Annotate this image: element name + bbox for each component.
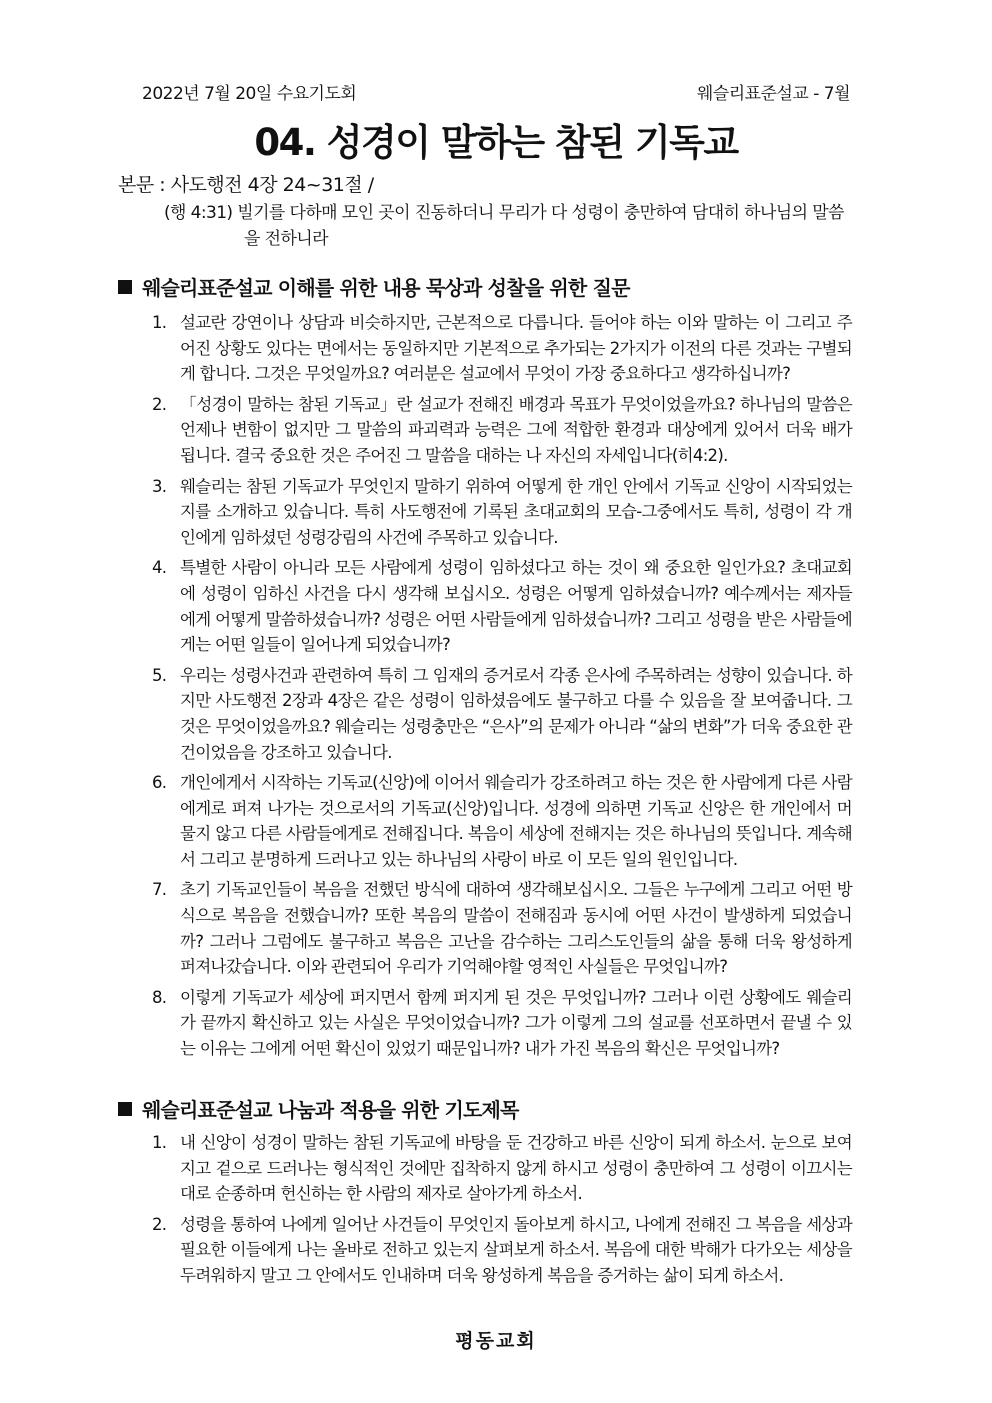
item-number: 7. [152,880,167,900]
list-item [152,1130,852,1207]
church-name: 평동교회 [455,1330,537,1352]
reflection-question-list [152,310,852,1067]
page-title: 04. 성경이 말하는 참된 기독교 [254,121,738,164]
item-text: 개인에게서 시작하는 기독교(신앙)에 이어서 웨슬리가 강조하려고 하는 것은 한 사람에게 다른 사람에게로 퍼져 나가는 것으로서의 기독교(신앙)입니다. 성경에 의하면 기독교 신앙은 한 개인에서 머물지 않고 다른 사람들에게로 전해집니다. 복음이 세상에 전해지는 것은 하나님의 뜻입니다. 계속해서 그리고 분명하게 드러나고 있는 하나님의 사랑이 바로 이 모든 일의 원인입니다. [180,773,852,869]
list-item [152,1212,852,1289]
item-number: 3. [152,476,167,496]
item-number: 8. [152,987,167,1007]
verse-line-2: 을 전하니라 [244,229,328,249]
list-item [152,310,852,387]
item-number: 4. [152,558,167,578]
item-text: 내 신앙이 성경이 말하는 참된 기독교에 바탕을 둔 건강하고 바른 신앙이 되게 하소서. 눈으로 보여지고 겉으로 드러나는 형식적인 것에만 집착하지 않게 하시고 성령이 충만하여 그 성령이 이끄시는 대로 순종하며 헌신하는 한 사람의 제자로 살아가게 하소서. [180,1133,852,1204]
item-text: 「성경이 말하는 참된 기독교」란 설교가 전해진 배경과 목표가 무엇이었을까요? 하나님의 말씀은 언제나 변함이 없지만 그 말씀의 파괴력과 능력은 그에 적합한 환경과 대상에게 있어서 더욱 배가 됩니다. 결국 중요한 것은 주어진 그 말씀을 대하는 나 자신의 자세입니다(히4:2). [180,394,852,465]
list-item [152,474,852,551]
item-number: 6. [152,773,167,793]
scripture-verse [164,200,844,252]
item-number: 1. [152,313,167,332]
list-item [152,392,852,469]
item-text: 우리는 성령사건과 관련하여 특히 그 임재의 증거로서 각종 은사에 주목하려는 성향이 있습니다. 하지만 사도행전 2장과 4장은 같은 성령이 임하셨음에도 불구하고 다를 수 있음을 잘 보여줍니다. 그것은 무엇이었을까요? 웨슬리는 성령충만은 “은사”의 문제가 아니라 “삶의 변화”가 더욱 중요한 관건이었음을 강조하고 있습니다. [180,665,852,762]
list-item [152,555,852,657]
header-series: 웨슬리표준설교 - 7월 [696,84,850,104]
item-text: 초기 기독교인들이 복음을 전했던 방식에 대하여 생각해보십시오. 그들은 누구에게 그리고 어떤 방식으로 복음을 전했습니까? 또한 복음의 말씀이 전해짐과 동시에 어떤 사건이 발생하게 되었습니까? 그러나 그럼에도 불구하고 복음은 고난을 감수하는 그리스도인들의 삶을 통해 더욱 왕성하게 퍼져나갔습니다. 이와 관련되어 우리가 기억해야할 영적인 사실들은 무엇입니까? [180,880,852,977]
list-item [152,985,852,1062]
list-item [152,663,852,765]
verse-line-1: (행 4:31) 빌기를 다하매 모인 곳이 진동하더니 무리가 다 성령이 충만하여 담대히 하나님의 말씀 [164,203,844,223]
item-number: 1. [152,1133,167,1152]
section-heading-prayer [118,1094,519,1123]
item-text: 이렇게 기독교가 세상에 퍼지면서 함께 퍼지게 된 것은 무엇입니까? 그러나 이런 상황에도 웨슬리가 끝까지 확신하고 있는 사실은 무엇이었습니까? 그가 이렇게 그의 설교를 선포하면서 끝낼 수 있는 이유는 그에게 어떤 확신이 있었기 때문입니까? 내가 가진 복음의 확신은 무엇입니까? [180,987,852,1059]
list-item [152,877,852,979]
item-number: 2. [152,394,167,414]
item-text: 특별한 사람이 아니라 모든 사람에게 성령이 임하셨다고 하는 것이 왜 중요한 일인가요? 초대교회에 성령이 임하신 사건을 다시 생각해 보십시오. 성령은 어떻게 임하셨습니까? 예수께서는 제자들에게 어떻게 말씀하셨습니까? 성령은 어떤 사람들에게 임하셨습니까? 그리고 성령을 받은 사람들에게는 어떤 일들이 일어나게 되었습니까? [180,558,852,655]
section-heading-text: 웨슬리표준설교 나눔과 적용을 위한 기도제목 [142,1098,519,1122]
item-text: 설교란 강연이나 상담과 비슷하지만, 근본적으로 다릅니다. 들어야 하는 이와 말하는 이 그리고 주어진 상황도 있다는 면에서는 동일하지만 기본적으로 추가되는 2가지가 이전의 다른 것과는 구별되게 합니다. 그것은 무엇일까요? 여러분은 설교에서 무엇이 가장 중요하다고 생각하십니까? [180,313,852,384]
section-heading-reflection [118,272,630,301]
square-bullet-icon [118,280,132,294]
header-date: 2022년 7월 20일 수요기도회 [142,84,357,104]
item-text: 웨슬리는 참된 기독교가 무엇인지 말하기 위하여 어떻게 한 개인 안에서 기독교 신앙이 시작되었는지를 소개하고 있습니다. 특히 사도행전에 기록된 초대교회의 모습-그중에서도 특히, 성령이 각 개인에게 임하셨던 성령강림의 사건에 주목하고 있습니다. [180,476,852,547]
item-number: 5. [152,665,167,685]
item-number: 2. [152,1214,167,1234]
square-bullet-icon [118,1102,132,1116]
section-heading-text: 웨슬리표준설교 이해를 위한 내용 묵상과 성찰을 위한 질문 [142,276,630,300]
item-text: 성령을 통하여 나에게 일어난 사건들이 무엇인지 돌아보게 하시고, 나에게 전해진 그 복음을 세상과 필요한 이들에게 나는 올바로 전하고 있는지 살펴보게 하소서. 복음에 대한 박해가 다가오는 세상을 두려워하지 말고 그 안에서도 인내하며 더욱 왕성하게 복음을 증거하는 삶이 되게 하소서. [180,1214,852,1285]
prayer-topic-list [152,1130,852,1294]
scripture-reference: 본문 : 사도행전 4장 24~31절 / [118,174,374,196]
list-item [152,770,852,872]
